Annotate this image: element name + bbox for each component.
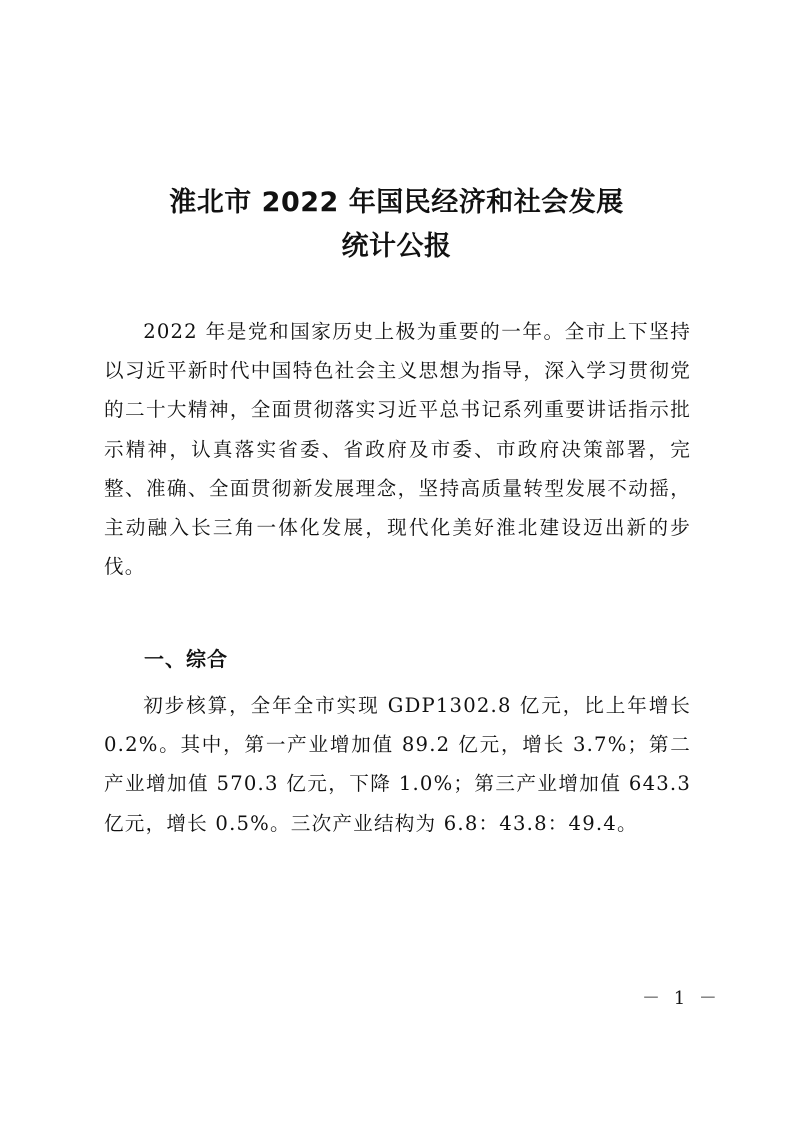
document-title-line1: 淮北市 2022 年国民经济和社会发展 — [169, 187, 624, 218]
document-title-line2: 统计公报 — [341, 231, 452, 262]
section-paragraph-comprehensive: 初步核算，全年全市实现 GDP1302.8 亿元，比上年增长 0.2%。其中，第一产业增加值 89.2 亿元，增长 3.7%；第二产业增加值 570.3 亿元，下降 1.0%；第三产业增加值 643.3 亿元，增长 0.5%。三次产业结构为 6.8：43.8：49.4。 — [104, 694, 691, 835]
page-number: － 1 － — [642, 988, 721, 1009]
intro-paragraph: 2022 年是党和国家历史上极为重要的一年。全市上下坚持以习近平新时代中国特色社会主义思想为指导，深入学习贯彻党的二十大精神，全面贯彻落实习近平总书记系列重要讲话指示批示精神，认真落实省委、省政府及市委、市政府决策部署，完整、准确、全面贯彻新发展理念，坚持高质量转型发展不动摇，主动融入长三角一体化发展，现代化美好淮北建设迈出新的步伐。 — [104, 320, 691, 579]
section-heading-comprehensive: 一、综合 — [144, 647, 228, 671]
